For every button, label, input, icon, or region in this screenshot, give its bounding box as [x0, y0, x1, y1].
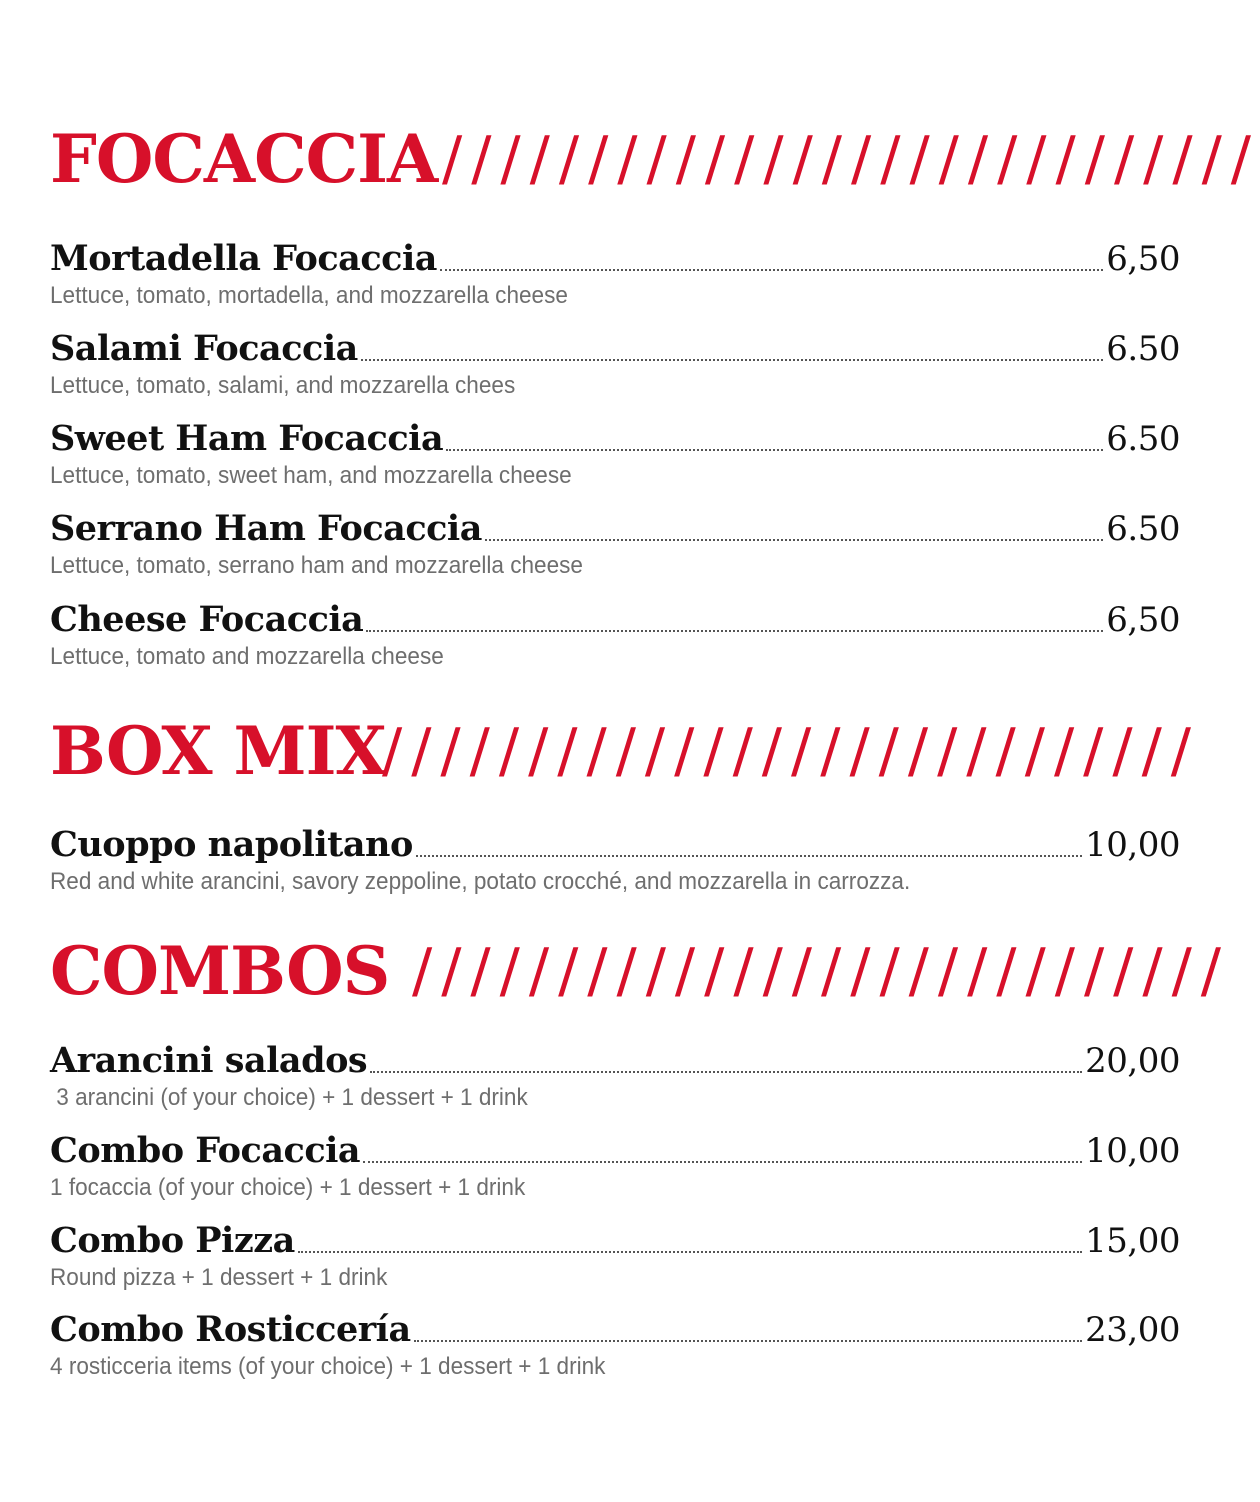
item-description: Lettuce, tomato and mozzarella cheese: [50, 643, 444, 670]
item-price: 10,00: [1085, 1131, 1180, 1171]
item-name: Combo Rosticcería: [50, 1309, 411, 1350]
item-name: Cheese Focaccia: [50, 599, 364, 640]
item-price: 20,00: [1085, 1041, 1180, 1081]
slash-decoration: ////////////////////////////: [382, 716, 1201, 786]
item-name: Mortadella Focaccia: [50, 238, 437, 279]
dot-leader: [363, 1161, 1082, 1163]
section-title: FOCACCIA: [50, 120, 438, 198]
item-price: 6,50: [1106, 600, 1180, 640]
slash-decoration: ////////////////////////////: [442, 124, 1260, 194]
dot-leader: [446, 449, 1103, 451]
dot-leader: [366, 630, 1103, 632]
section-header-combos: [50, 926, 1231, 1016]
item-name: Serrano Ham Focaccia: [50, 508, 482, 549]
item-description: 3 arancini (of your choice) + 1 dessert + 1 drink: [50, 1084, 528, 1111]
item-name: Combo Pizza: [50, 1220, 295, 1261]
menu-item: [50, 1307, 1180, 1397]
item-price: 6,50: [1106, 239, 1180, 279]
item-name: Arancini salados: [50, 1040, 368, 1081]
item-name: Salami Focaccia: [50, 328, 358, 369]
item-price: 6.50: [1106, 419, 1180, 459]
item-description: 4 rosticceria items (of your choice) + 1 dessert + 1 drink: [50, 1353, 606, 1380]
dot-leader: [361, 359, 1103, 361]
slash-decoration: ////////////////////////////: [412, 936, 1231, 1006]
menu-item: [50, 326, 1180, 416]
item-price: 10,00: [1085, 825, 1180, 865]
menu-item: [50, 822, 1180, 912]
menu-item: [50, 506, 1180, 596]
item-name: Sweet Ham Focaccia: [50, 418, 444, 459]
item-price: 6.50: [1106, 509, 1180, 549]
menu-item: [50, 236, 1180, 326]
dot-leader: [485, 539, 1103, 541]
section-header-focaccia: [50, 114, 1260, 204]
item-name: Combo Focaccia: [50, 1130, 361, 1171]
item-price: 23,00: [1085, 1310, 1180, 1350]
dot-leader: [298, 1251, 1082, 1253]
item-description: Lettuce, tomato, mortadella, and mozzarella cheese: [50, 282, 568, 309]
item-description: Round pizza + 1 dessert + 1 drink: [50, 1264, 388, 1291]
dot-leader: [414, 1340, 1083, 1342]
item-description: 1 focaccia (of your choice) + 1 dessert + 1 drink: [50, 1174, 526, 1201]
section-title: COMBOS: [50, 932, 390, 1010]
menu-item: [50, 1128, 1180, 1218]
dot-leader: [440, 269, 1103, 271]
menu-item: [50, 416, 1180, 506]
section-header-box-mix: [50, 706, 1201, 796]
item-description: Lettuce, tomato, serrano ham and mozzarella cheese: [50, 552, 583, 579]
item-description: Lettuce, tomato, salami, and mozzarella chees: [50, 372, 516, 399]
dot-leader: [416, 855, 1082, 857]
item-name: Cuoppo napolitano: [50, 824, 413, 865]
menu-item: [50, 1038, 1180, 1128]
section-title: BOX MIX: [50, 712, 386, 790]
menu-item: [50, 1218, 1180, 1308]
item-price: 15,00: [1085, 1221, 1180, 1261]
item-price: 6.50: [1106, 329, 1180, 369]
item-description: Lettuce, tomato, sweet ham, and mozzarella cheese: [50, 462, 572, 489]
item-description: Red and white arancini, savory zeppoline, potato crocché, and mozzarella in carrozza.: [50, 868, 911, 895]
menu-item: [50, 597, 1180, 687]
dot-leader: [370, 1071, 1082, 1073]
